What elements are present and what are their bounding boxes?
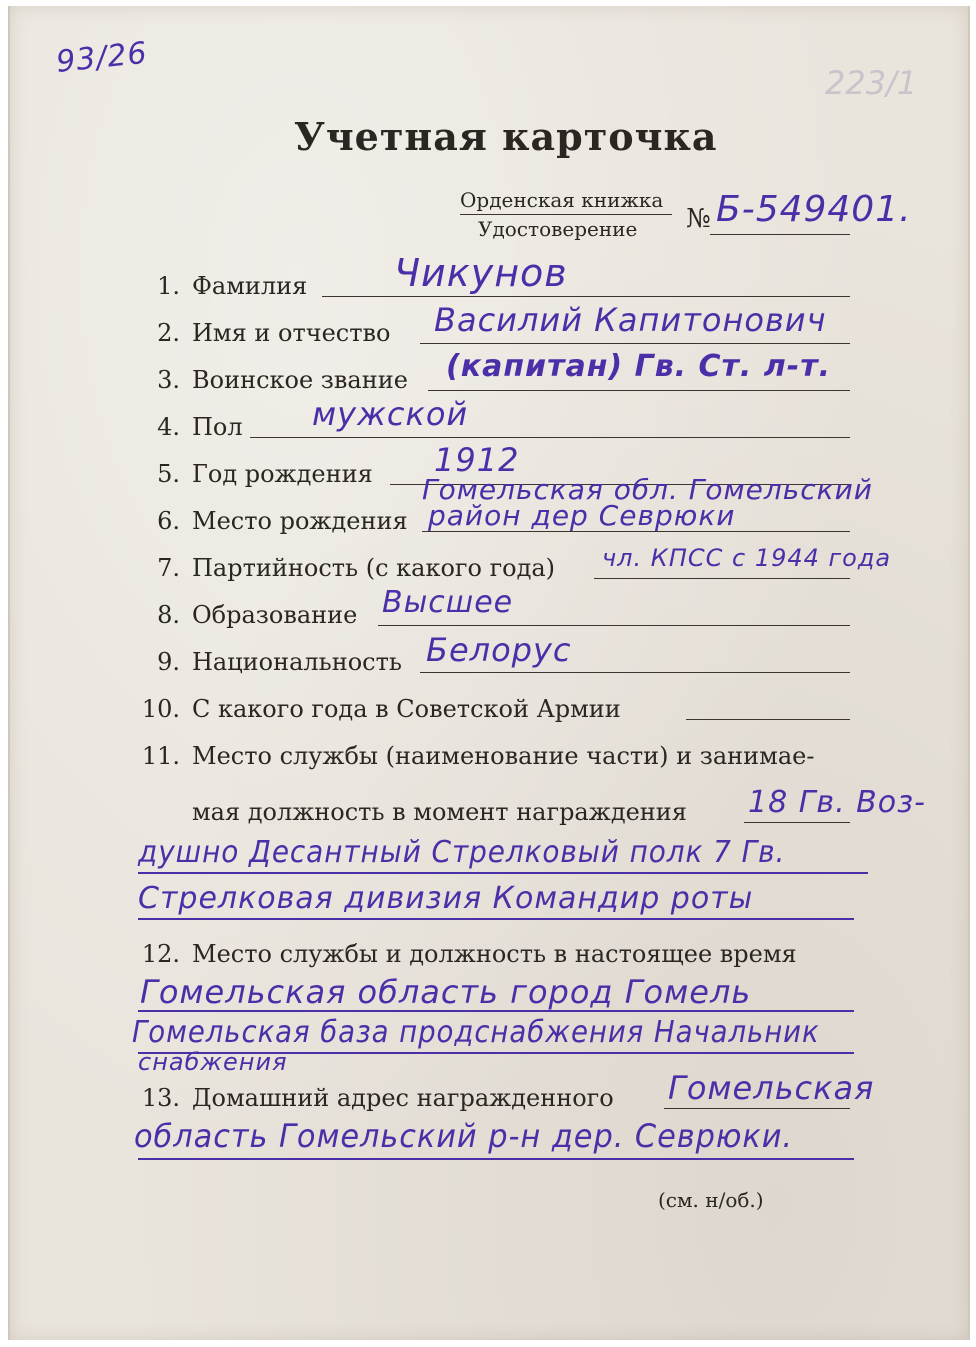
field-2-value: Василий Капитонович [434,301,827,339]
field-2-line [420,343,850,344]
field-1-line [322,296,850,297]
field-9-line [420,672,850,673]
faint-archive-number: 223/1 [825,64,918,102]
field-12-value-line3: снабжения [138,1048,288,1076]
archive-number: 93/26 [54,35,150,80]
field-7-label: Партийность (с какого года) [192,554,556,582]
field-13-line [664,1108,850,1109]
field-12-underline1 [138,1010,854,1012]
field-5-value: 1912 [434,441,520,479]
field-7-number: 7. [157,554,180,582]
field-8-value: Высшее [382,585,514,620]
field-3-value: (капитан) Гв. Ст. л-т. [446,349,831,384]
field-8-number: 8. [157,601,180,629]
field-8-line [378,625,850,626]
field-6-label: Место рождения [192,507,408,535]
field-7-value: чл. КПСС с 1944 года [602,544,892,572]
field-13-label: Домашний адрес награжденного [192,1084,614,1112]
field-4-number: 4. [157,413,180,441]
doc-number-label: № [686,204,711,234]
field-10-number: 10. [141,695,180,723]
field-4-label: Пол [192,413,243,441]
field-9-value: Белорус [426,631,572,669]
record-card [8,6,970,1340]
field-13-underline2 [138,1158,854,1160]
field-5-number: 5. [157,460,180,488]
field-11-label-line1: Место службы (наименование части) и занимае- [192,742,815,770]
field-12-number: 12. [141,940,180,968]
field-1-number: 1. [157,272,180,300]
field-11-value-line1: 18 Гв. Воз- [748,785,926,820]
field-9-label: Национальность [192,648,402,676]
field-10-label: С какого года в Советской Армии [192,695,621,723]
field-11-number: 11. [141,742,180,770]
field-2-label: Имя и отчество [192,319,391,347]
field-6-value-line2: район дер Севрюки [428,499,736,532]
doc-number-line [710,234,850,235]
field-1-value: Чикунов [394,251,568,295]
field-11-underline2 [138,872,868,874]
field-11-underline3 [138,918,854,920]
field-6-value-line1: Гомельская обл. Гомельский [422,473,873,506]
field-13-value-line1: Гомельская [668,1069,875,1107]
field-11-value-line2: душно Десантный Стрелковый полк 7 Гв. [138,835,786,870]
doc-number-value: Б-549401. [716,189,912,230]
field-12-value-line1: Гомельская область город Гомель [140,973,752,1011]
field-11-value-line3: Стрелковая дивизия Командир роты [138,881,754,916]
field-13-number: 13. [141,1084,180,1112]
field-11-label-line2: мая должность в момент награждения [192,798,687,826]
page-title: Учетная карточка [294,114,718,159]
field-11-line1 [744,822,850,823]
field-8-label: Образование [192,601,358,629]
field-6-number: 6. [157,507,180,535]
field-5-label: Год рождения [192,460,373,488]
field-3-number: 3. [157,366,180,394]
field-12-value-line2: Гомельская база продснабжения Начальник [132,1015,820,1050]
field-12-label: Место службы и должность в настоящее время [192,940,797,968]
field-13-value-line2: область Гомельский р-н дер. Севрюки. [134,1117,794,1155]
field-1-label: Фамилия [192,272,308,300]
field-7-line [594,578,850,579]
doc-type-strike-line [460,214,672,215]
field-2-number: 2. [157,319,180,347]
doc-type-certificate: Удостоверение [478,217,638,241]
field-10-line [686,719,850,720]
field-3-line [428,390,850,391]
field-3-label: Воинское звание [192,366,408,394]
field-4-line [250,437,850,438]
field-4-value: мужской [312,395,469,433]
doc-type-order-book: Орденская книжка [460,188,664,212]
field-9-number: 9. [157,648,180,676]
footer-note: (см. н/об.) [658,1188,764,1212]
